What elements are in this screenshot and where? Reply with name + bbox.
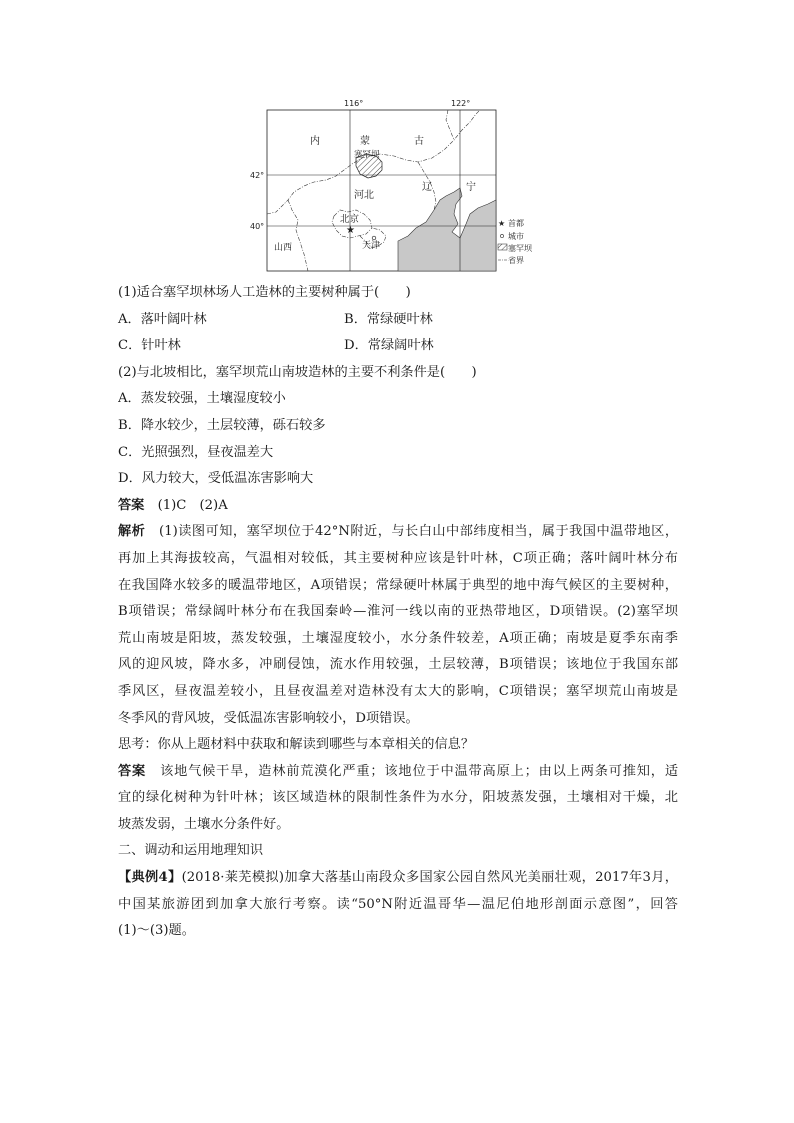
section-2-title: 二、调动和运用地理知识 bbox=[118, 843, 264, 859]
region-nei: 内 bbox=[310, 136, 320, 147]
capital-star-icon: ★ bbox=[346, 225, 355, 236]
answer-1 bbox=[118, 493, 678, 520]
q2-option-c: C．光照强烈，昼夜温差大 bbox=[118, 444, 274, 460]
example-4-line-2: 中国某旅游团到加拿大旅行考察。读“50°N附近温哥华—温尼伯地形剖面示意图”，回答 bbox=[118, 896, 678, 912]
region-gu: 古 bbox=[414, 136, 424, 147]
answer-2-line-3: 坡蒸发弱，土壤水分条件好。 bbox=[118, 816, 290, 832]
q2-option-d: D．风力较大，受低温冻害影响大 bbox=[118, 471, 314, 487]
q1-option-d: D．常绿阔叶林 bbox=[344, 338, 434, 354]
legend-star-icon: ★ bbox=[498, 219, 506, 228]
region-liao: 辽 bbox=[422, 182, 432, 193]
city-saihanba: 塞罕坝 bbox=[354, 150, 380, 160]
lat-label-42: 42° bbox=[250, 171, 265, 180]
q2-option-a: A．蒸发较强，土壤湿度较小 bbox=[118, 391, 286, 407]
legend-border: 省界 bbox=[508, 256, 524, 265]
answer-2-line-2: 宜的绿化树种为针叶林；该区域造林的限制性条件为水分，阳坡蒸发强，土壤相对干燥，北 bbox=[118, 790, 678, 806]
q1-option-a: A．落叶阔叶林 bbox=[118, 311, 207, 327]
example-4-text-1: (2018·莱芜模拟)加拿大落基山南段众多国家公园自然风光美丽壮观，2017年3月， bbox=[181, 870, 678, 886]
answer-1-label: 答案 bbox=[118, 497, 145, 513]
lon-label-122: 122° bbox=[451, 99, 471, 108]
q1-option-b: B．常绿硬叶林 bbox=[344, 311, 433, 327]
analysis-line-4: B项错误；常绿阔叶林分布在我国秦岭—淮河一线以南的亚热带地区，D项错误。(2)塞罕坝 bbox=[118, 604, 678, 620]
example-4-label: 【典例4】 bbox=[118, 870, 182, 886]
q1-options-row-2 bbox=[118, 333, 678, 360]
legend-city: 城市 bbox=[508, 232, 524, 241]
city-dot-icon bbox=[372, 236, 376, 240]
q1-stem: (1)适合塞罕坝林场人工造林的主要树种属于( ) bbox=[118, 285, 411, 300]
region-ning: 宁 bbox=[466, 182, 476, 193]
legend-city-icon bbox=[500, 234, 503, 237]
lat-label-40: 40° bbox=[250, 222, 265, 231]
answer-1-text: (1)C (2)A bbox=[157, 497, 228, 513]
answer-2-label: 答案 bbox=[118, 763, 147, 779]
text-content bbox=[118, 280, 678, 945]
analysis-line-7: 季风区，昼夜温差较小，且昼夜温差对造林没有太大的影响，C项错误；塞罕坝荒山南坡是 bbox=[118, 683, 678, 699]
map-legend bbox=[498, 218, 533, 265]
region-meng: 蒙 bbox=[360, 136, 370, 147]
legend-saihanba: 塞罕坝 bbox=[508, 244, 532, 253]
think-question: 思考：你从上题材料中获取和解读到哪些与本章相关的信息？ bbox=[118, 737, 475, 753]
analysis-line-6: 风的迎风坡，降水多，冲刷侵蚀，流水作用较强，土层较薄，B项错误；该地位于我国东部 bbox=[118, 657, 678, 673]
city-tianjin: 天津 bbox=[362, 241, 381, 251]
analysis-line-1 bbox=[118, 519, 678, 546]
legend-hatch-icon bbox=[498, 244, 507, 250]
lon-label-116: 116° bbox=[344, 99, 364, 108]
analysis-line-5: 荒山南坡是阳坡，蒸发较强，土壤湿度较小，水分条件较差，A项正确；南坡是夏季东南季 bbox=[118, 630, 678, 646]
legend-capital: 首都 bbox=[508, 219, 524, 228]
region-shanxi: 山西 bbox=[274, 243, 293, 253]
answer-2-line-1 bbox=[118, 759, 678, 786]
analysis-text-1: (1)读图可知，塞罕坝位于42°N附近，与长白山中部纬度相当，属于我国中温带地区， bbox=[159, 524, 678, 540]
q1-options-row-1 bbox=[118, 307, 678, 334]
analysis-line-8: 冬季风的背风坡，受低温冻害影响较小，D项错误。 bbox=[118, 710, 419, 726]
region-hebei: 河北 bbox=[354, 190, 374, 201]
q1-option-c: C．针叶林 bbox=[118, 338, 181, 354]
example-4-line-1 bbox=[118, 865, 678, 892]
q2-option-b: B．降水较少，土层较薄，砾石较多 bbox=[118, 417, 326, 433]
example-4-line-3: (1)～(3)题。 bbox=[118, 923, 195, 939]
city-beijing: 北京 bbox=[340, 214, 360, 225]
map-figure bbox=[248, 96, 548, 276]
analysis-label: 解析 bbox=[118, 524, 146, 540]
q2-stem: (2)与北坡相比，塞罕坝荒山南坡造林的主要不利条件是( ) bbox=[118, 364, 477, 380]
analysis-line-2: 再加上其海拔较高，气温相对较低，其主要树种应该是针叶林，C项正确；落叶阔叶林分布 bbox=[118, 550, 678, 566]
answer-2-text-1: 该地气候干旱，造林前荒漠化严重；该地位于中温带高原上；由以上两条可推知，适 bbox=[160, 763, 678, 779]
analysis-line-3: 在我国降水较多的暖温带地区，A项错误；常绿硬叶林属于典型的地中海气候区的主要树种， bbox=[118, 577, 678, 593]
map-svg bbox=[248, 96, 548, 276]
